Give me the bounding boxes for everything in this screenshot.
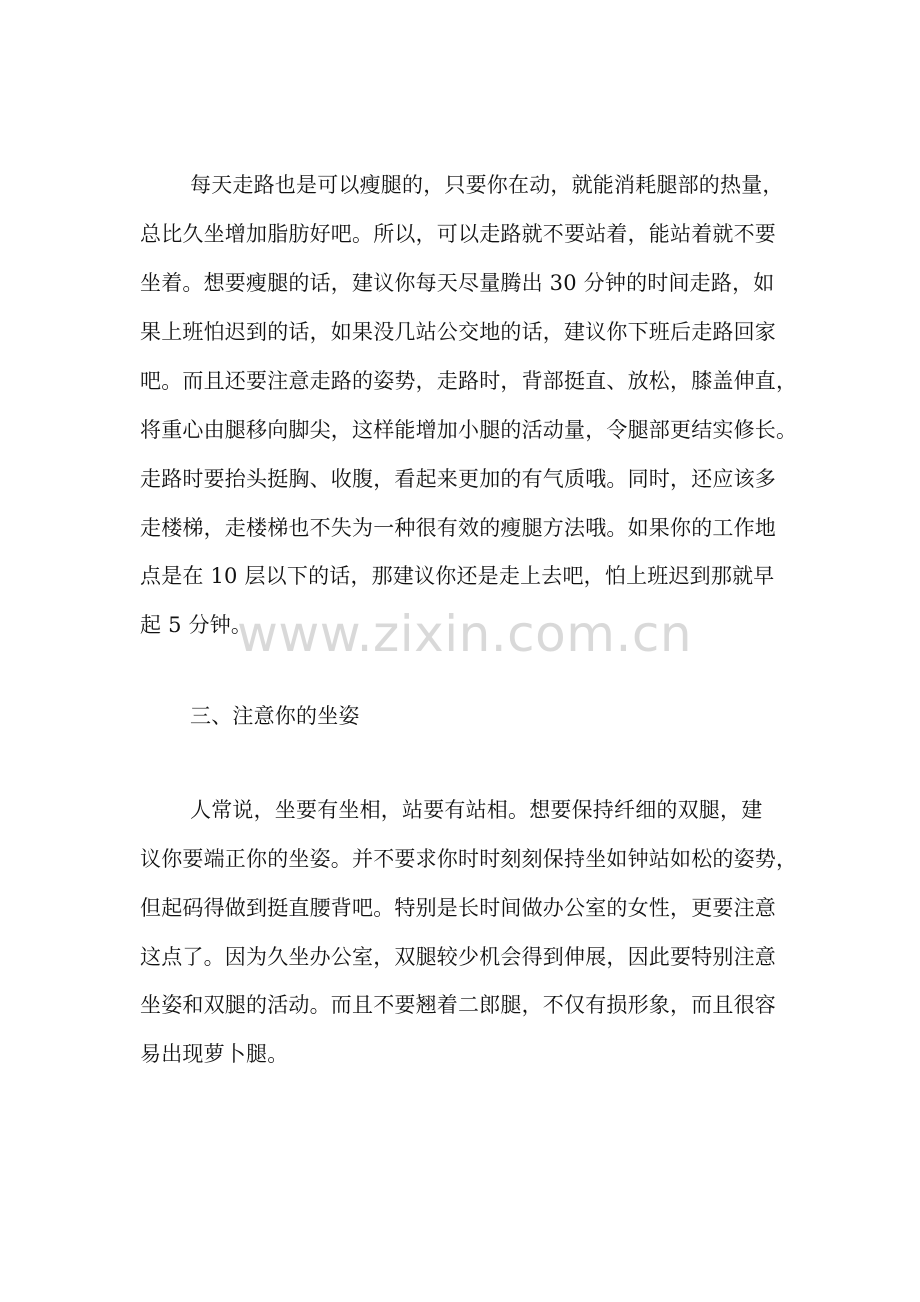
paragraph-line: 将重心由腿移向脚尖，这样能增加小腿的活动量，令腿部更结实修长。 [140,418,798,442]
paragraph-line: 易出现萝卜腿。 [140,1042,289,1066]
paragraph-line: 这点了。因为久坐办公室，双腿较少机会得到伸展，因此要特别注意 [140,945,776,969]
paragraph-line: 坐着。想要瘦腿的话，建议你每天尽量腾出 30 分钟的时间走路，如 [140,271,775,295]
paragraph-line: 走楼梯，走楼梯也不失为一种很有效的瘦腿方法哦。如果你的工作地 [140,516,776,540]
paragraph-line: 每天走路也是可以瘦腿的，只要你在动，就能消耗腿部的热量， [190,173,784,197]
paragraph-line: 吧。而且还要注意走路的姿势，走路时，背部挺直、放松，膝盖伸直， [140,369,798,393]
watermark-text: www.zixin.com.cn [237,605,693,663]
paragraph-line: 坐姿和双腿的活动。而且不要翘着二郎腿，不仅有损形象，而且很容 [140,993,776,1017]
paragraph-line: 果上班怕迟到的话，如果没几站公交地的话，建议你下班后走路回家 [140,320,776,344]
paragraph-line: 议你要端正你的坐姿。并不要求你时时刻刻保持坐如钟站如松的姿势， [140,847,798,871]
paragraph-line: 但起码得做到挺直腰背吧。特别是长时间做办公室的女性，更要注意 [140,896,776,920]
paragraph-line: 人常说，坐要有坐相，站要有站相。想要保持纤细的双腿，建 [190,798,763,822]
paragraph-line: 起 5 分钟。 [140,613,253,637]
paragraph-line: 走路时要抬头挺胸、收腹，看起来更加的有气质哦。同时，还应该多 [140,467,776,491]
paragraph-line: 点是在 10 层以下的话，那建议你还是走上去吧，怕上班迟到那就早 [140,564,775,588]
section-heading: 三、注意你的坐姿 [190,704,360,728]
paragraph-line: 总比久坐增加脂肪好吧。所以，可以走路就不要站着，能站着就不要 [140,222,776,246]
